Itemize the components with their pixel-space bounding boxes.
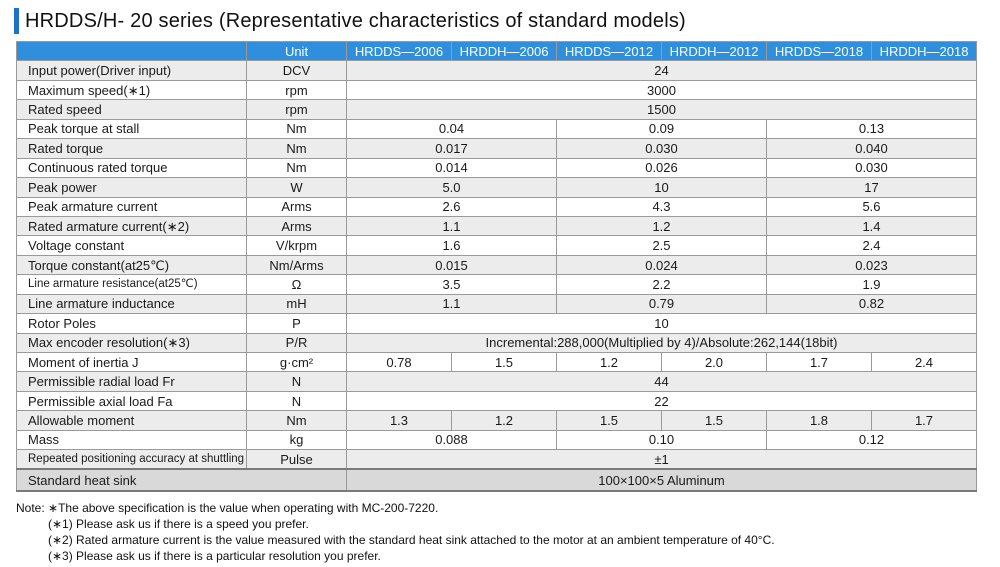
row-unit: Nm xyxy=(247,119,347,138)
table-row xyxy=(17,139,977,158)
row-item-label: Permissible radial load Fr xyxy=(17,372,247,391)
header-model: HRDDS—2012 xyxy=(557,42,662,61)
table-header-row xyxy=(17,42,977,61)
table-row xyxy=(17,158,977,177)
header-model: HRDDS—2018 xyxy=(767,42,872,61)
row-unit: Nm xyxy=(247,411,347,430)
row-value: 44 xyxy=(347,372,977,391)
table-row xyxy=(17,275,977,294)
row-value: 4.3 xyxy=(557,197,767,216)
row-value: 0.014 xyxy=(347,158,557,177)
row-value: 5.0 xyxy=(347,178,557,197)
row-unit: Nm xyxy=(247,139,347,158)
table-row xyxy=(17,411,977,430)
table-row xyxy=(17,178,977,197)
spec-table xyxy=(16,41,977,492)
row-value: 1.2 xyxy=(452,411,557,430)
row-item-label: Torque constant(at25℃) xyxy=(17,255,247,274)
row-unit: DCV xyxy=(247,61,347,80)
table-row xyxy=(17,391,977,410)
row-unit: Pulse xyxy=(247,450,347,469)
row-item-label: Line armature resistance(at25℃) xyxy=(17,275,247,294)
table-row xyxy=(17,216,977,235)
row-value: 1.9 xyxy=(767,275,977,294)
row-value: 0.026 xyxy=(557,158,767,177)
table-row xyxy=(17,80,977,99)
row-value: 2.0 xyxy=(662,353,767,372)
row-value: 1.2 xyxy=(557,216,767,235)
header-model: HRDDS—2006 xyxy=(347,42,452,61)
header-model: HRDDH—2012 xyxy=(662,42,767,61)
row-value: 0.12 xyxy=(767,430,977,449)
table-row xyxy=(17,61,977,80)
row-value: 1.7 xyxy=(767,353,872,372)
row-value: 0.79 xyxy=(557,294,767,313)
row-value: 0.024 xyxy=(557,255,767,274)
row-unit: P xyxy=(247,314,347,333)
row-unit: N xyxy=(247,391,347,410)
row-item-label: Rated torque xyxy=(17,139,247,158)
row-value: 1.6 xyxy=(347,236,557,255)
table-row xyxy=(17,236,977,255)
table-row-heat-sink xyxy=(17,469,977,491)
row-value: 10 xyxy=(557,178,767,197)
row-value: 2.6 xyxy=(347,197,557,216)
note-line: (∗1) Please ask us if there is a speed you prefer. xyxy=(48,517,309,531)
row-value: 1.5 xyxy=(557,411,662,430)
row-item-label: Allowable moment xyxy=(17,411,247,430)
row-unit: kg xyxy=(247,430,347,449)
row-value: 0.088 xyxy=(347,430,557,449)
heat-sink-label: Standard heat sink xyxy=(17,469,347,491)
row-value: 3000 xyxy=(347,80,977,99)
row-value: 1.3 xyxy=(347,411,452,430)
note-line: Note: ∗The above specification is the value when operating with MC-200-7220. xyxy=(16,501,439,515)
row-item-label: Peak power xyxy=(17,178,247,197)
table-row xyxy=(17,294,977,313)
row-value: 24 xyxy=(347,61,977,80)
row-item-label: Maximum speed(∗1) xyxy=(17,80,247,99)
row-value: 2.4 xyxy=(767,236,977,255)
row-item-label: Repeated positioning accuracy at shuttling xyxy=(17,450,247,469)
header-unit: Unit xyxy=(247,42,347,61)
row-value: 2.4 xyxy=(872,353,977,372)
row-item-label: Max encoder resolution(∗3) xyxy=(17,333,247,352)
table-row xyxy=(17,333,977,352)
row-value: 1.2 xyxy=(557,353,662,372)
row-item-label: Rated speed xyxy=(17,100,247,119)
row-value: 1.5 xyxy=(452,353,557,372)
table-row xyxy=(17,353,977,372)
row-value: 0.10 xyxy=(557,430,767,449)
table-row xyxy=(17,119,977,138)
title-accent-bar xyxy=(14,8,19,34)
row-value: 0.023 xyxy=(767,255,977,274)
row-value: 2.2 xyxy=(557,275,767,294)
row-item-label: Input power(Driver input) xyxy=(17,61,247,80)
table-row xyxy=(17,450,977,469)
table-row xyxy=(17,430,977,449)
row-unit: P/R xyxy=(247,333,347,352)
row-unit: N xyxy=(247,372,347,391)
row-value: 0.015 xyxy=(347,255,557,274)
page-title: HRDDS/H- 20 series (Representative characteristics of standard models) xyxy=(25,9,686,32)
row-item-label: Rated armature current(∗2) xyxy=(17,216,247,235)
row-value: Incremental:288,000(Multiplied by 4)/Absolute:262,144(18bit) xyxy=(347,333,977,352)
row-unit: Arms xyxy=(247,197,347,216)
row-value: 1.8 xyxy=(767,411,872,430)
row-item-label: Continuous rated torque xyxy=(17,158,247,177)
row-item-label: Line armature inductance xyxy=(17,294,247,313)
row-item-label: Mass xyxy=(17,430,247,449)
row-value: 3.5 xyxy=(347,275,557,294)
heat-sink-value: 100×100×5 Aluminum xyxy=(347,469,977,491)
row-item-label: Peak armature current xyxy=(17,197,247,216)
row-value: 1500 xyxy=(347,100,977,119)
row-unit: mH xyxy=(247,294,347,313)
table-row xyxy=(17,197,977,216)
row-value: 1.1 xyxy=(347,216,557,235)
row-value: 0.040 xyxy=(767,139,977,158)
row-value: 10 xyxy=(347,314,977,333)
row-value: 22 xyxy=(347,391,977,410)
row-unit: Arms xyxy=(247,216,347,235)
note-line: (∗2) Rated armature current is the value measured with the standard heat sink attached to the motor at an ambient temperature of 40°C. xyxy=(48,533,775,547)
row-unit: rpm xyxy=(247,80,347,99)
row-value: 1.1 xyxy=(347,294,557,313)
header-model: HRDDH—2018 xyxy=(872,42,977,61)
table-row xyxy=(17,372,977,391)
row-value: 0.09 xyxy=(557,119,767,138)
row-value: 0.13 xyxy=(767,119,977,138)
row-item-label: Voltage constant xyxy=(17,236,247,255)
row-value: 0.78 xyxy=(347,353,452,372)
row-item-label: Peak torque at stall xyxy=(17,119,247,138)
row-unit: W xyxy=(247,178,347,197)
table-row xyxy=(17,255,977,274)
table-row xyxy=(17,314,977,333)
row-unit: g·cm² xyxy=(247,353,347,372)
row-value: 5.6 xyxy=(767,197,977,216)
table-row xyxy=(17,100,977,119)
row-value: 0.030 xyxy=(767,158,977,177)
row-value: 1.7 xyxy=(872,411,977,430)
row-value: 0.04 xyxy=(347,119,557,138)
row-value: 0.82 xyxy=(767,294,977,313)
row-unit: Ω xyxy=(247,275,347,294)
note-line: (∗3) Please ask us if there is a particular resolution you prefer. xyxy=(48,549,381,563)
row-value: 1.5 xyxy=(662,411,767,430)
row-unit: V/krpm xyxy=(247,236,347,255)
row-unit: rpm xyxy=(247,100,347,119)
row-item-label: Rotor Poles xyxy=(17,314,247,333)
row-unit: Nm/Arms xyxy=(247,255,347,274)
row-value: 1.4 xyxy=(767,216,977,235)
header-item-blank xyxy=(17,42,247,61)
title-bar xyxy=(14,8,686,34)
row-value: 0.017 xyxy=(347,139,557,158)
row-item-label: Moment of inertia J xyxy=(17,353,247,372)
row-value: 17 xyxy=(767,178,977,197)
row-item-label: Permissible axial load Fa xyxy=(17,391,247,410)
row-value: 0.030 xyxy=(557,139,767,158)
row-value: ±1 xyxy=(347,450,977,469)
notes xyxy=(16,500,775,564)
row-value: 2.5 xyxy=(557,236,767,255)
row-unit: Nm xyxy=(247,158,347,177)
header-model: HRDDH—2006 xyxy=(452,42,557,61)
